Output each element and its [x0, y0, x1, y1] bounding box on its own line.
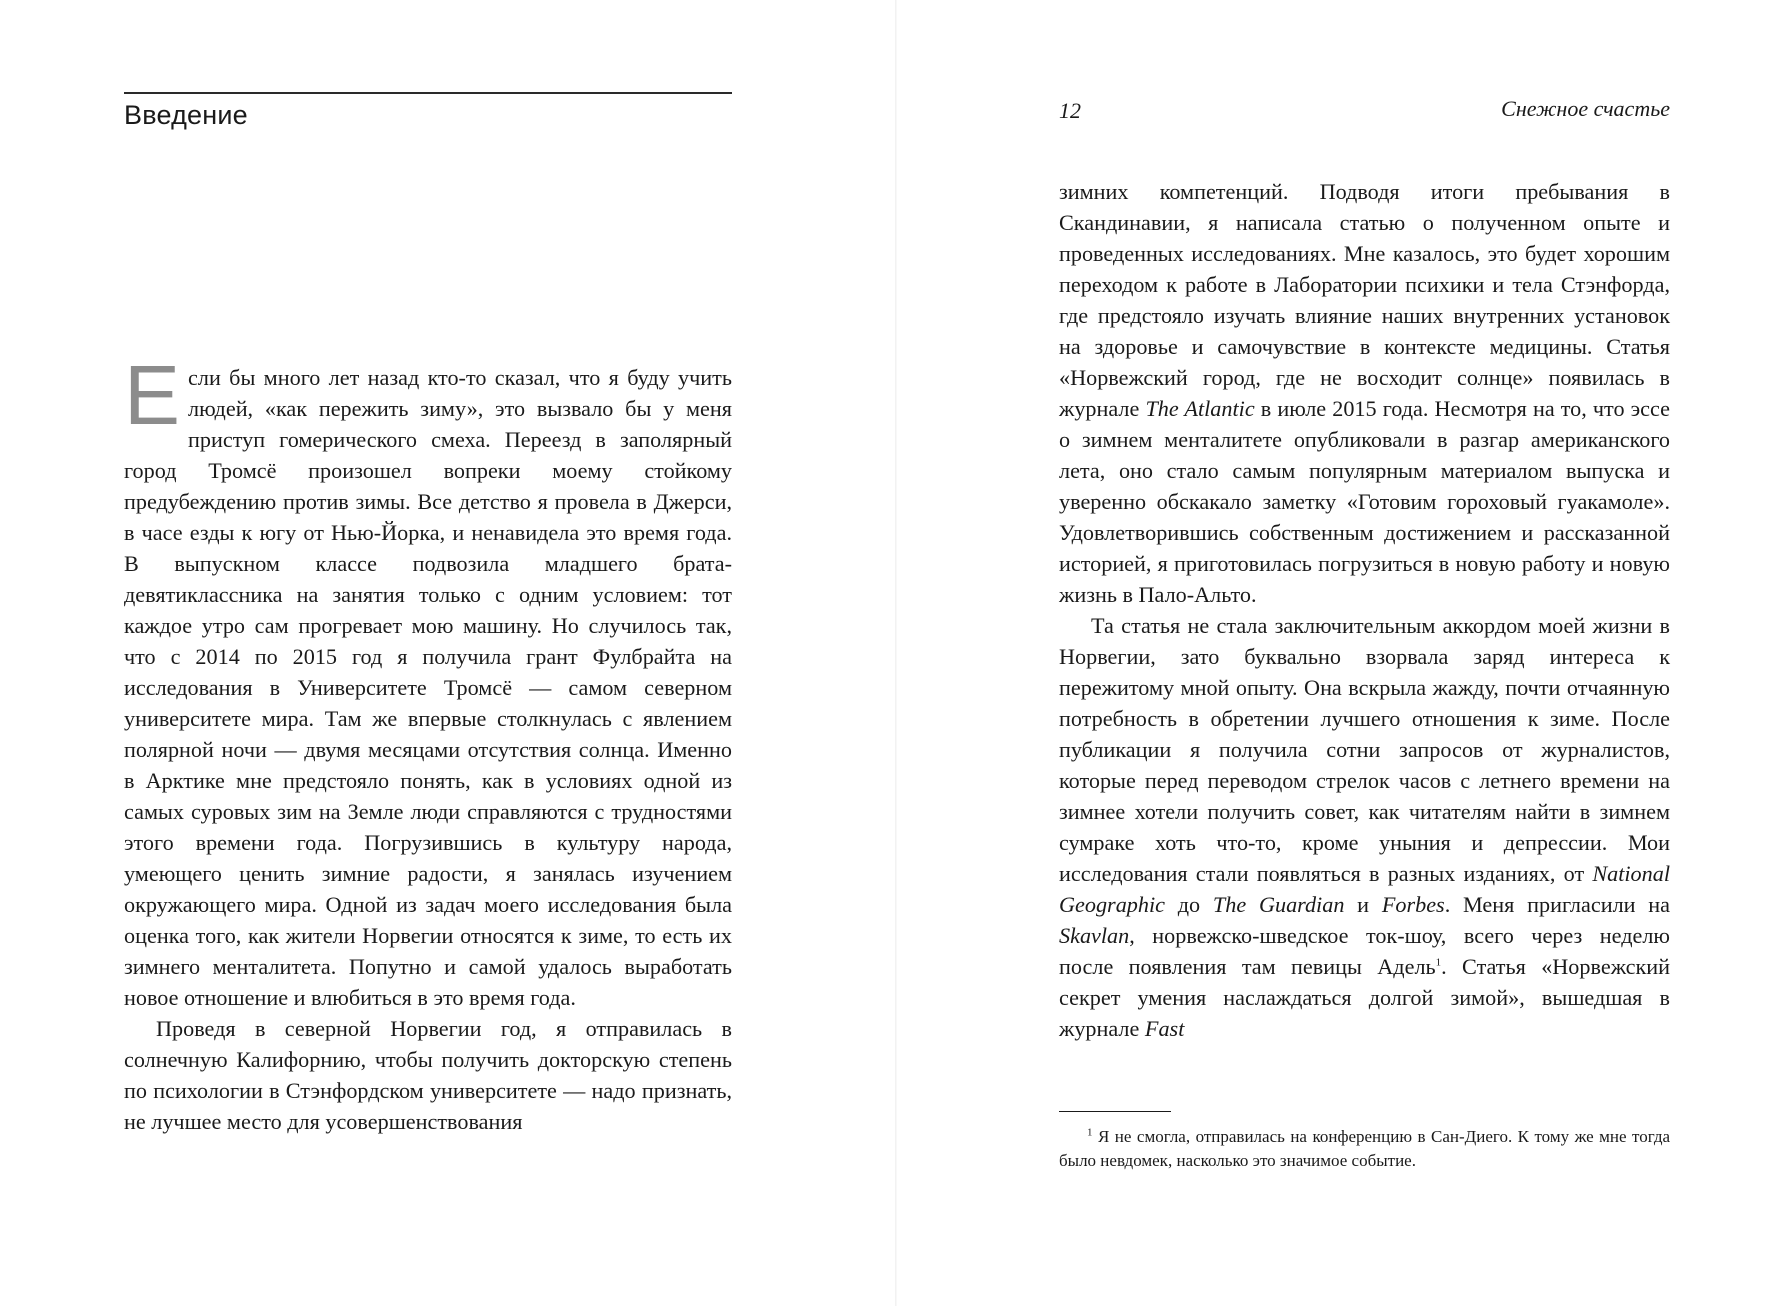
- footnote-text: Я не смогла, отправилась на конференцию в Сан-Диего. К тому же мне тогда было невдомек, насколько это значимое событие.: [1059, 1127, 1671, 1170]
- chapter-rule: [124, 92, 732, 94]
- paragraph-1-text: сли бы много лет назад кто-то сказал, что я буду учить людей, «как пережить зиму», это вызвало бы у меня приступ гомерического смеха. Переезд в заполярный город Тромсё произошел вопреки моему стойкому предубеждению против зимы. Все детство я провела в Джерси, в часе езды к югу от Нью-Йорка, и ненавидела это время года. В выпускном классе подвозила младшего брата-девятиклассника на занятия только с одним условием: тот каждое утро сам прогревает мою машину. Но случилось так, что с 2014 по 2015 год я получила грант Фулбрайта на исследования в Университете Тромсё — самом северном университете мира. Там же впервые столкнулась с явлением полярной ночи — двумя месяцами отсутствия солнца. Именно в Арктике мне предстояло понять, как в условиях одной из самых суровых зим на Земле люди справляются с трудностями этого времени года. Погрузившись в культуру народа, умеющего ценить зимние радости, я занялась изучением окружающего мира. Одной из задач моего исследования была оценка того, как жители Норвегии относятся к зиме, то есть их зимнего менталитета. Попутно и самой удалось выработать новое отношение и влюбиться в это время года.: [124, 365, 732, 1010]
- footnote-mark: 1: [1087, 1126, 1093, 1139]
- paragraph-2: Та статья не стала заключительным аккордом моей жизни в Норвегии, зато буквально взорвала заряд интереса к пережитому мной опыту. Она вскрыла жажду, почти отчаянную потребность в обретении лучшего отношения к зиме. После публикации я получила сотни запросов от журналистов, которые перед переводом стрелок часов с летнего времени на зимнее хотели получить совет, как читателям найти в зимнем сумраке хоть что-то, кроме уныния и депрессии. Мои исследования стали появляться в разных изданиях, от National Geographic до The Guardian и Forbes. Меня пригласили на Skavlan, норвежско-шведское ток-шоу, всего через неделю после появления там певицы Адель$^1$. Статья «Норвежский секрет умения наслаждаться долгой зимой», вышедшая в журнале Fast: [1059, 613, 1670, 1041]
- paragraph-continued: зимних компетенций. Подводя итоги пребывания в Скандинавии, я написала статью о полученном опыте и проведенных исследованиях. Мне казалось, это будет хорошим переходом к работе в Лаборатории психики и тела Стэнфорда, где предстояло изучать влияние наших внутренних установок на здоровье и самочувствие в контексте медицины. Статья «Норвежский город, где не восходит солнце» появилась в журнале The Atlantic в июле 2015 года. Несмотря на то, что эссе о зимнем менталитете опубликовали в разгар американского лета, оно стало самым популярным материалом выпуска и уверенно обскакало заметку «Готовим гороховый гуакамоле». Удовлетворившись собственным достижением и рассказанной историей, я приготовилась погрузиться в новую работу и новую жизнь в Пало-Альто.: [1059, 179, 1670, 607]
- footnote-reference[interactable]: 1: [1435, 956, 1442, 969]
- italic-title: Forbes: [1381, 892, 1445, 917]
- italic-title: National Geographic: [1059, 861, 1670, 917]
- left-page: [0, 0, 895, 1306]
- italic-title: The Guardian: [1212, 892, 1345, 917]
- italic-title: The Atlantic: [1145, 396, 1255, 421]
- right-page-body: [1059, 176, 1670, 1044]
- paragraph-2: Проведя в северной Норвегии год, я отправилась в солнечную Калифорнию, чтобы получить докторскую степень по психологии в Стэнфордском университете — надо признать, не лучшее место для усовершенствования: [124, 1016, 732, 1134]
- left-page-body: [124, 348, 732, 1137]
- chapter-title: Введение: [124, 100, 248, 130]
- footnote: [1059, 1125, 1670, 1173]
- paragraph-1: [124, 348, 732, 1013]
- running-head: Снежное счастье: [1501, 96, 1670, 121]
- italic-title: Skavlan: [1059, 923, 1130, 948]
- right-page: [897, 0, 1791, 1306]
- drop-cap: Е: [124, 348, 181, 442]
- italic-title: Fast: [1144, 1016, 1185, 1041]
- footnote-rule: [1059, 1111, 1171, 1112]
- page-number: 12: [1059, 98, 1081, 123]
